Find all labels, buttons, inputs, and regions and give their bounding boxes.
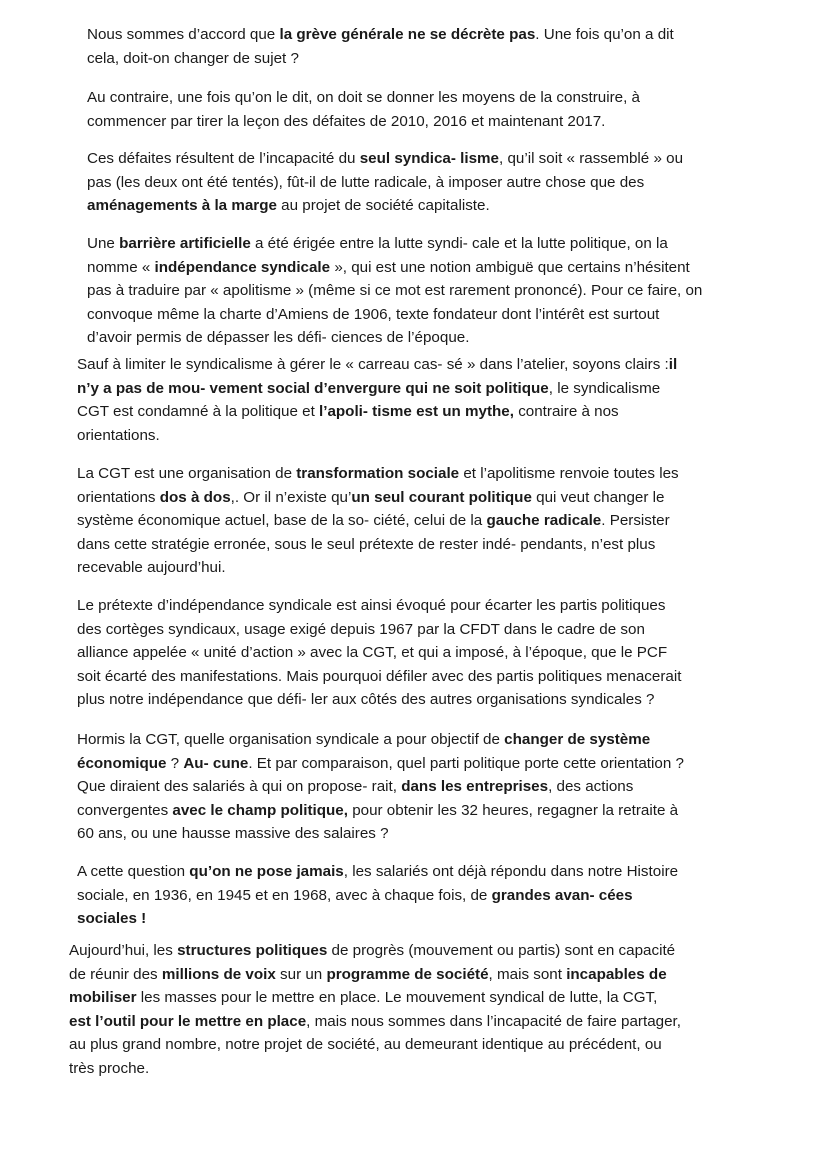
text-line <box>77 799 684 823</box>
text-run: alliance appelée « unité d’action » avec la CGT, et qui a imposé, à l’époque, que le PCF <box>77 644 668 661</box>
bold-text: dans les entreprises <box>401 778 549 795</box>
text-line <box>87 232 702 256</box>
text-line <box>77 728 684 752</box>
text-run: soit écarté des manifestations. Mais pourquoi défiler avec des partis politiques menacerait <box>77 667 682 685</box>
text-run: a été érigée entre la lutte syndi- cale et la lutte politique, on la <box>250 235 668 252</box>
text-line <box>77 400 677 424</box>
text-line <box>77 377 677 401</box>
text-line <box>77 752 684 776</box>
bold-text: il <box>668 356 678 373</box>
text-run: Nous sommes d’accord que <box>87 26 280 43</box>
paragraph-lecon-defaites <box>87 86 640 133</box>
text-line <box>69 1010 681 1034</box>
text-run: commencer par tirer la leçon des défaites de 2010, 2016 et maintenant 2017. <box>87 112 606 130</box>
text-run: d’avoir permis de dépasser les défi- ciences de l’époque. <box>87 329 470 346</box>
text-run: Au contraire, une fois qu’on le dit, on doit se donner les moyens de la construire, à <box>87 89 640 106</box>
text-line <box>69 963 681 987</box>
text-run: recevable aujourd’hui. <box>77 559 226 576</box>
text-run: , mais sont <box>488 965 567 983</box>
text-line <box>77 688 681 712</box>
text-run: Que diraient des salariés à qui on propose- rait, <box>77 778 402 795</box>
text-line <box>77 641 681 665</box>
text-run: 60 ans, ou une hausse massive des salaires ? <box>77 825 389 842</box>
bold-text: seul syndica- lisme <box>359 150 499 167</box>
text-line <box>87 194 683 218</box>
text-line <box>69 1033 681 1057</box>
text-run: ? <box>166 754 184 772</box>
text-run: convoque même la charte d’Amiens de 1906, texte fondateur dont l’intérêt est surtout <box>87 305 660 323</box>
bold-text: mobiliser <box>69 989 137 1006</box>
text-line <box>69 986 681 1010</box>
text-run: A cette question <box>77 863 190 880</box>
paragraph-structures-politiques <box>69 939 681 1080</box>
bold-text: millions de voix <box>161 965 276 983</box>
paragraph-greve-generale <box>87 23 674 70</box>
paragraph-barriere-artificielle <box>87 232 702 350</box>
text-line <box>77 884 678 908</box>
bold-text: avec le champ politique, <box>172 801 348 819</box>
bold-text: un seul courant politique <box>351 488 532 506</box>
text-run: , le syndicalisme <box>548 379 661 397</box>
text-line <box>77 462 679 486</box>
bold-text: barrière artificielle <box>119 235 251 252</box>
text-run: CGT est condamné à la politique et <box>77 403 320 420</box>
text-run: les masses pour le mettre en place. Le mouvement syndical de lutte, la CGT, <box>136 989 658 1006</box>
text-line <box>77 775 684 799</box>
paragraph-changer-systeme <box>77 728 684 846</box>
text-run: sociale, en 1936, en 1945 et en 1968, avec à chaque fois, de <box>77 886 492 904</box>
bold-text: transformation sociale <box>296 465 460 482</box>
paragraph-transformation-sociale <box>77 462 679 580</box>
bold-text: grandes avan- cées <box>491 886 633 904</box>
text-line <box>77 556 679 580</box>
text-run: Hormis la CGT, quelle organisation syndicale a pour objectif de <box>77 731 505 748</box>
text-run: dans cette stratégie erronée, sous le seul prétexte de rester indé- pendants, n’est plus <box>77 535 656 553</box>
text-run: convergentes <box>77 801 173 819</box>
text-line <box>77 907 678 931</box>
text-run: Ces défaites résultent de l’incapacité du <box>87 150 360 167</box>
text-run: nomme « <box>87 258 155 276</box>
text-run: pour obtenir les 32 heures, regagner la retraite à <box>347 801 679 819</box>
text-run: pas (les deux ont été tentés), fût-il de lutte radicale, à imposer autre chose que des <box>87 173 645 191</box>
text-run: , mais nous sommes dans l’incapacité de faire partager, <box>306 1012 681 1030</box>
text-line <box>77 860 678 884</box>
bold-text: indépendance syndicale <box>154 258 331 276</box>
bold-text: programme de société <box>326 965 489 983</box>
text-run: Aujourd’hui, les <box>69 942 178 959</box>
text-run: et l’apolitisme renvoie toutes les <box>459 465 679 482</box>
text-line <box>69 939 681 963</box>
bold-text: aménagements à la marge <box>87 197 277 214</box>
text-run: Une <box>87 235 120 252</box>
bold-text: changer de système <box>504 731 651 748</box>
bold-text: est l’outil pour le mettre en place <box>69 1012 307 1030</box>
bold-text: Au- cune <box>183 754 249 772</box>
text-run: », qui est une notion ambiguë que certains n’hésitent <box>330 258 690 276</box>
text-line <box>87 23 674 47</box>
text-run: très proche. <box>69 1059 150 1077</box>
text-run: de réunir des <box>69 965 162 983</box>
bold-text: structures politiques <box>177 942 328 959</box>
text-run: . Persister <box>601 512 670 529</box>
text-run: orientations <box>77 488 160 506</box>
text-line <box>87 110 640 134</box>
text-run: des cortèges syndicaux, usage exigé depuis 1967 par la CFDT dans le cadre de son <box>77 620 645 638</box>
text-run: , qu’il soit « rassemblé » ou <box>499 150 684 167</box>
text-run: plus notre indépendance que défi- ler aux côtés des autres organisations syndicales ? <box>77 691 655 708</box>
text-run: . Une fois qu’on a dit <box>535 26 674 43</box>
text-run: orientations. <box>77 426 160 444</box>
text-run: système économique actuel, base de la so- ciété, celui de la <box>77 512 487 529</box>
text-line <box>87 303 702 327</box>
text-run: au plus grand nombre, notre projet de société, au demeurant identique au précédent, ou <box>69 1036 662 1053</box>
text-line <box>77 424 677 448</box>
text-line <box>77 665 681 689</box>
paragraph-pretexte-independance <box>77 594 681 712</box>
paragraph-apolitisme-mythe <box>77 353 677 447</box>
text-run: cela, doit-on changer de sujet ? <box>87 49 299 67</box>
paragraph-question-jamais-posee <box>77 860 678 931</box>
text-run: Le prétexte d’indépendance syndicale est ainsi évoqué pour écarter les partis politiques <box>77 597 666 614</box>
text-run: qui veut changer le <box>531 488 665 506</box>
bold-text: qu’on ne pose jamais <box>189 863 344 880</box>
text-run: . Et par comparaison, quel parti politique porte cette orientation ? <box>248 754 684 772</box>
bold-text: n’y a pas de mou- vement social d’envergure qui ne soit politique <box>77 379 549 397</box>
bold-text: sociales ! <box>77 910 147 927</box>
bold-text: l’apoli- tisme est un mythe, <box>319 403 514 420</box>
bold-text: incapables de <box>566 965 667 983</box>
text-line <box>87 147 683 171</box>
bold-text: économique <box>77 754 167 772</box>
text-run: La CGT est une organisation de <box>77 465 297 482</box>
text-line <box>87 279 702 303</box>
text-line <box>69 1057 681 1081</box>
text-line <box>77 533 679 557</box>
text-run: pas à traduire par « apolitisme » (même si ce mot est rarement prononcé). Pour ce faire, on <box>87 282 703 299</box>
text-run: , des actions <box>548 778 634 795</box>
bold-text: dos à dos <box>159 488 231 506</box>
bold-text: la grève générale ne se décrète pas <box>279 26 536 43</box>
text-line <box>77 594 681 618</box>
paragraph-seul-syndicalisme <box>87 147 683 218</box>
text-run: contraire à nos <box>513 403 619 420</box>
text-run: au projet de société capitaliste. <box>276 197 490 214</box>
text-run: Sauf à limiter le syndicalisme à gérer le « carreau cas- sé » dans l’atelier, soyons clairs : <box>77 356 669 373</box>
text-line <box>77 353 677 377</box>
text-line <box>77 618 681 642</box>
text-line <box>87 256 702 280</box>
text-run: sur un <box>275 965 327 983</box>
text-line <box>77 509 679 533</box>
text-line <box>87 171 683 195</box>
text-line <box>77 486 679 510</box>
text-line <box>87 47 674 71</box>
text-line <box>87 86 640 110</box>
text-run: de progrès (mouvement ou partis) sont en capacité <box>327 942 676 959</box>
text-line <box>77 822 684 846</box>
text-run: , les salariés ont déjà répondu dans notre Histoire <box>343 863 679 880</box>
bold-text: gauche radicale <box>486 512 602 529</box>
text-line <box>87 326 702 350</box>
text-run: ,. Or il n’existe qu’ <box>230 488 352 506</box>
